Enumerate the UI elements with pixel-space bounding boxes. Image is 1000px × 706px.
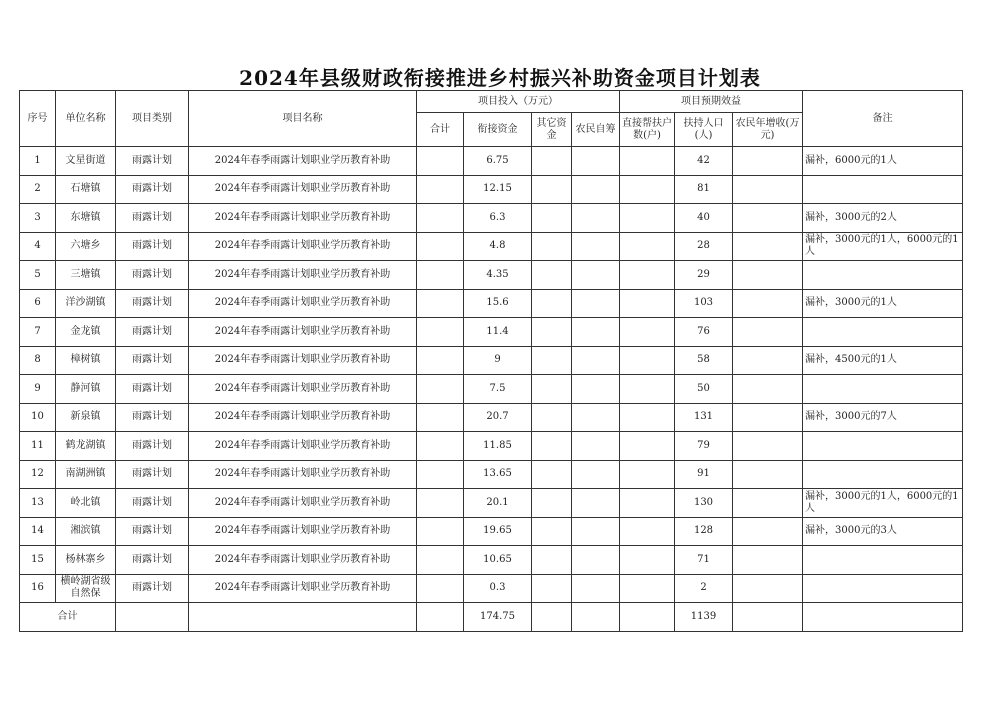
row-farmer-self	[572, 204, 620, 233]
row-seq: 3	[20, 204, 56, 233]
row-supported-people: 42	[675, 147, 733, 176]
row-other-funds	[532, 375, 572, 404]
row-category: 雨露计划	[116, 346, 189, 375]
table-row	[20, 574, 963, 603]
row-other-funds	[532, 574, 572, 603]
row-category: 雨露计划	[116, 232, 189, 261]
row-linkage-funds: 4.8	[464, 232, 532, 261]
row-remarks: 漏补，3000元的7人	[803, 403, 963, 432]
row-total	[417, 175, 464, 204]
row-income-increase	[733, 517, 803, 546]
row-linkage-funds: 20.1	[464, 489, 532, 518]
table-row	[20, 375, 963, 404]
row-linkage-funds: 19.65	[464, 517, 532, 546]
totals-people: 1139	[675, 603, 733, 632]
row-supported-people: 91	[675, 460, 733, 489]
row-income-increase	[733, 460, 803, 489]
header-name: 项目名称	[189, 91, 417, 147]
row-income-increase	[733, 403, 803, 432]
row-total	[417, 460, 464, 489]
row-income-increase	[733, 375, 803, 404]
row-project-name: 2024年春季雨露计划职业学历教育补助	[189, 432, 417, 461]
row-supported-people: 28	[675, 232, 733, 261]
row-other-funds	[532, 546, 572, 575]
row-other-funds	[532, 261, 572, 290]
row-category: 雨露计划	[116, 261, 189, 290]
header-linkage-funds: 衔接资金	[464, 113, 532, 147]
row-total	[417, 232, 464, 261]
row-category: 雨露计划	[116, 175, 189, 204]
header-direct-households: 直接帮扶户数(户)	[620, 113, 675, 147]
row-project-name: 2024年春季雨露计划职业学历教育补助	[189, 318, 417, 347]
row-other-funds	[532, 204, 572, 233]
row-income-increase	[733, 232, 803, 261]
row-supported-people: 76	[675, 318, 733, 347]
header-supported-people: 扶持人口(人)	[675, 113, 733, 147]
row-remarks: 漏补，6000元的1人	[803, 147, 963, 176]
row-farmer-self	[572, 147, 620, 176]
header-category: 项目类别	[116, 91, 189, 147]
row-project-name: 2024年春季雨露计划职业学历教育补助	[189, 375, 417, 404]
row-other-funds	[532, 346, 572, 375]
row-seq: 2	[20, 175, 56, 204]
header-total: 合计	[417, 113, 464, 147]
row-project-name: 2024年春季雨露计划职业学历教育补助	[189, 403, 417, 432]
row-unit: 石塘镇	[56, 175, 116, 204]
row-remarks	[803, 460, 963, 489]
row-farmer-self	[572, 460, 620, 489]
row-income-increase	[733, 318, 803, 347]
row-unit: 横岭湖省级自然保	[56, 574, 116, 603]
row-seq: 16	[20, 574, 56, 603]
row-seq: 15	[20, 546, 56, 575]
row-direct-households	[620, 375, 675, 404]
row-remarks	[803, 574, 963, 603]
row-direct-households	[620, 546, 675, 575]
table-row	[20, 147, 963, 176]
row-linkage-funds: 6.75	[464, 147, 532, 176]
row-category: 雨露计划	[116, 574, 189, 603]
row-income-increase	[733, 261, 803, 290]
row-direct-households	[620, 403, 675, 432]
row-other-funds	[532, 489, 572, 518]
header-benefits: 项目预期效益	[620, 91, 803, 113]
row-other-funds	[532, 232, 572, 261]
table-row	[20, 232, 963, 261]
row-farmer-self	[572, 232, 620, 261]
row-seq: 7	[20, 318, 56, 347]
row-farmer-self	[572, 546, 620, 575]
row-farmer-self	[572, 289, 620, 318]
row-direct-households	[620, 460, 675, 489]
row-total	[417, 517, 464, 546]
row-linkage-funds: 20.7	[464, 403, 532, 432]
row-project-name: 2024年春季雨露计划职业学历教育补助	[189, 489, 417, 518]
row-category: 雨露计划	[116, 289, 189, 318]
row-farmer-self	[572, 403, 620, 432]
row-income-increase	[733, 147, 803, 176]
row-direct-households	[620, 432, 675, 461]
row-other-funds	[532, 147, 572, 176]
row-remarks	[803, 318, 963, 347]
row-linkage-funds: 13.65	[464, 460, 532, 489]
table-row	[20, 346, 963, 375]
row-other-funds	[532, 517, 572, 546]
row-direct-households	[620, 175, 675, 204]
row-project-name: 2024年春季雨露计划职业学历教育补助	[189, 261, 417, 290]
row-project-name: 2024年春季雨露计划职业学历教育补助	[189, 574, 417, 603]
row-unit: 新泉镇	[56, 403, 116, 432]
row-unit: 湘滨镇	[56, 517, 116, 546]
totals-self-cell	[572, 603, 620, 632]
row-project-name: 2024年春季雨露计划职业学历教育补助	[189, 175, 417, 204]
row-income-increase	[733, 489, 803, 518]
row-farmer-self	[572, 375, 620, 404]
table-row	[20, 517, 963, 546]
row-seq: 4	[20, 232, 56, 261]
header-seq: 序号	[20, 91, 56, 147]
table-row	[20, 204, 963, 233]
row-supported-people: 79	[675, 432, 733, 461]
row-direct-households	[620, 574, 675, 603]
row-unit: 岭北镇	[56, 489, 116, 518]
row-unit: 静河镇	[56, 375, 116, 404]
table-row	[20, 460, 963, 489]
row-income-increase	[733, 289, 803, 318]
row-category: 雨露计划	[116, 318, 189, 347]
row-seq: 8	[20, 346, 56, 375]
row-farmer-self	[572, 574, 620, 603]
row-income-increase	[733, 346, 803, 375]
totals-income-cell	[733, 603, 803, 632]
row-seq: 13	[20, 489, 56, 518]
header-other-funds: 其它资金	[532, 113, 572, 147]
row-farmer-self	[572, 489, 620, 518]
row-total	[417, 204, 464, 233]
row-remarks	[803, 175, 963, 204]
row-remarks: 漏补，3000元的1人，6000元的1人	[803, 489, 963, 518]
row-remarks	[803, 375, 963, 404]
row-total	[417, 147, 464, 176]
totals-other-cell	[532, 603, 572, 632]
row-income-increase	[733, 546, 803, 575]
header-farmer-self: 农民自筹	[572, 113, 620, 147]
totals-total-cell	[417, 603, 464, 632]
row-farmer-self	[572, 175, 620, 204]
row-remarks: 漏补，3000元的2人	[803, 204, 963, 233]
row-remarks	[803, 546, 963, 575]
row-other-funds	[532, 460, 572, 489]
row-unit: 洋沙湖镇	[56, 289, 116, 318]
row-unit: 六塘乡	[56, 232, 116, 261]
row-total	[417, 261, 464, 290]
row-category: 雨露计划	[116, 489, 189, 518]
row-direct-households	[620, 346, 675, 375]
row-project-name: 2024年春季雨露计划职业学历教育补助	[189, 232, 417, 261]
row-seq: 11	[20, 432, 56, 461]
row-linkage-funds: 11.4	[464, 318, 532, 347]
row-supported-people: 128	[675, 517, 733, 546]
table-row	[20, 432, 963, 461]
row-seq: 5	[20, 261, 56, 290]
row-linkage-funds: 10.65	[464, 546, 532, 575]
row-category: 雨露计划	[116, 546, 189, 575]
row-unit: 东塘镇	[56, 204, 116, 233]
totals-row	[20, 603, 963, 632]
row-farmer-self	[572, 432, 620, 461]
row-income-increase	[733, 175, 803, 204]
row-total	[417, 574, 464, 603]
row-project-name: 2024年春季雨露计划职业学历教育补助	[189, 546, 417, 575]
row-category: 雨露计划	[116, 403, 189, 432]
row-total	[417, 289, 464, 318]
row-farmer-self	[572, 517, 620, 546]
row-seq: 1	[20, 147, 56, 176]
row-direct-households	[620, 261, 675, 290]
row-remarks: 漏补，3000元的3人	[803, 517, 963, 546]
row-direct-households	[620, 204, 675, 233]
row-supported-people: 50	[675, 375, 733, 404]
totals-funds: 174.75	[464, 603, 532, 632]
row-unit: 金龙镇	[56, 318, 116, 347]
row-category: 雨露计划	[116, 460, 189, 489]
header-income-increase: 农民年增收(万元)	[733, 113, 803, 147]
page-title: 2024年县级财政衔接推进乡村振兴补助资金项目计划表	[239, 66, 761, 90]
row-income-increase	[733, 204, 803, 233]
row-supported-people: 131	[675, 403, 733, 432]
row-supported-people: 2	[675, 574, 733, 603]
row-total	[417, 375, 464, 404]
row-direct-households	[620, 232, 675, 261]
row-project-name: 2024年春季雨露计划职业学历教育补助	[189, 460, 417, 489]
row-seq: 6	[20, 289, 56, 318]
row-total	[417, 546, 464, 575]
row-linkage-funds: 7.5	[464, 375, 532, 404]
row-income-increase	[733, 574, 803, 603]
row-seq: 9	[20, 375, 56, 404]
row-income-increase	[733, 432, 803, 461]
row-supported-people: 40	[675, 204, 733, 233]
header-remarks: 备注	[803, 91, 963, 147]
table-row	[20, 261, 963, 290]
row-direct-households	[620, 289, 675, 318]
row-unit: 樟树镇	[56, 346, 116, 375]
row-total	[417, 432, 464, 461]
row-other-funds	[532, 403, 572, 432]
row-unit: 南湖洲镇	[56, 460, 116, 489]
row-category: 雨露计划	[116, 147, 189, 176]
row-unit: 文星街道	[56, 147, 116, 176]
row-category: 雨露计划	[116, 517, 189, 546]
header-unit: 单位名称	[56, 91, 116, 147]
row-category: 雨露计划	[116, 204, 189, 233]
row-remarks: 漏补，3000元的1人	[803, 289, 963, 318]
row-other-funds	[532, 289, 572, 318]
table-row	[20, 289, 963, 318]
table-row	[20, 318, 963, 347]
row-other-funds	[532, 175, 572, 204]
row-seq: 10	[20, 403, 56, 432]
totals-category-cell	[116, 603, 189, 632]
row-total	[417, 318, 464, 347]
row-remarks: 漏补，3000元的1人，6000元的1人	[803, 232, 963, 261]
row-supported-people: 103	[675, 289, 733, 318]
row-direct-households	[620, 318, 675, 347]
row-project-name: 2024年春季雨露计划职业学历教育补助	[189, 147, 417, 176]
table-row	[20, 403, 963, 432]
row-category: 雨露计划	[116, 432, 189, 461]
row-supported-people: 29	[675, 261, 733, 290]
row-linkage-funds: 4.35	[464, 261, 532, 290]
row-remarks	[803, 261, 963, 290]
row-seq: 12	[20, 460, 56, 489]
row-project-name: 2024年春季雨露计划职业学历教育补助	[189, 517, 417, 546]
row-supported-people: 130	[675, 489, 733, 518]
row-project-name: 2024年春季雨露计划职业学历教育补助	[189, 204, 417, 233]
project-plan-table	[19, 90, 963, 632]
row-linkage-funds: 11.85	[464, 432, 532, 461]
row-linkage-funds: 12.15	[464, 175, 532, 204]
row-linkage-funds: 6.3	[464, 204, 532, 233]
row-farmer-self	[572, 318, 620, 347]
header-investment: 项目投入（万元）	[417, 91, 620, 113]
table-row	[20, 489, 963, 518]
row-linkage-funds: 15.6	[464, 289, 532, 318]
row-unit: 杨林寨乡	[56, 546, 116, 575]
totals-households-cell	[620, 603, 675, 632]
row-supported-people: 81	[675, 175, 733, 204]
row-direct-households	[620, 147, 675, 176]
row-farmer-self	[572, 346, 620, 375]
row-farmer-self	[572, 261, 620, 290]
row-other-funds	[532, 318, 572, 347]
row-supported-people: 58	[675, 346, 733, 375]
row-project-name: 2024年春季雨露计划职业学历教育补助	[189, 289, 417, 318]
row-supported-people: 71	[675, 546, 733, 575]
row-seq: 14	[20, 517, 56, 546]
row-category: 雨露计划	[116, 375, 189, 404]
row-total	[417, 403, 464, 432]
row-unit: 三塘镇	[56, 261, 116, 290]
row-total	[417, 346, 464, 375]
row-other-funds	[532, 432, 572, 461]
row-remarks	[803, 432, 963, 461]
row-remarks: 漏补，4500元的1人	[803, 346, 963, 375]
row-project-name: 2024年春季雨露计划职业学历教育补助	[189, 346, 417, 375]
row-direct-households	[620, 489, 675, 518]
table-row	[20, 546, 963, 575]
row-unit: 鹤龙湖镇	[56, 432, 116, 461]
row-linkage-funds: 9	[464, 346, 532, 375]
table-row	[20, 175, 963, 204]
row-total	[417, 489, 464, 518]
totals-remarks-cell	[803, 603, 963, 632]
totals-label: 合计	[20, 603, 116, 632]
totals-name-cell	[189, 603, 417, 632]
row-direct-households	[620, 517, 675, 546]
row-linkage-funds: 0.3	[464, 574, 532, 603]
